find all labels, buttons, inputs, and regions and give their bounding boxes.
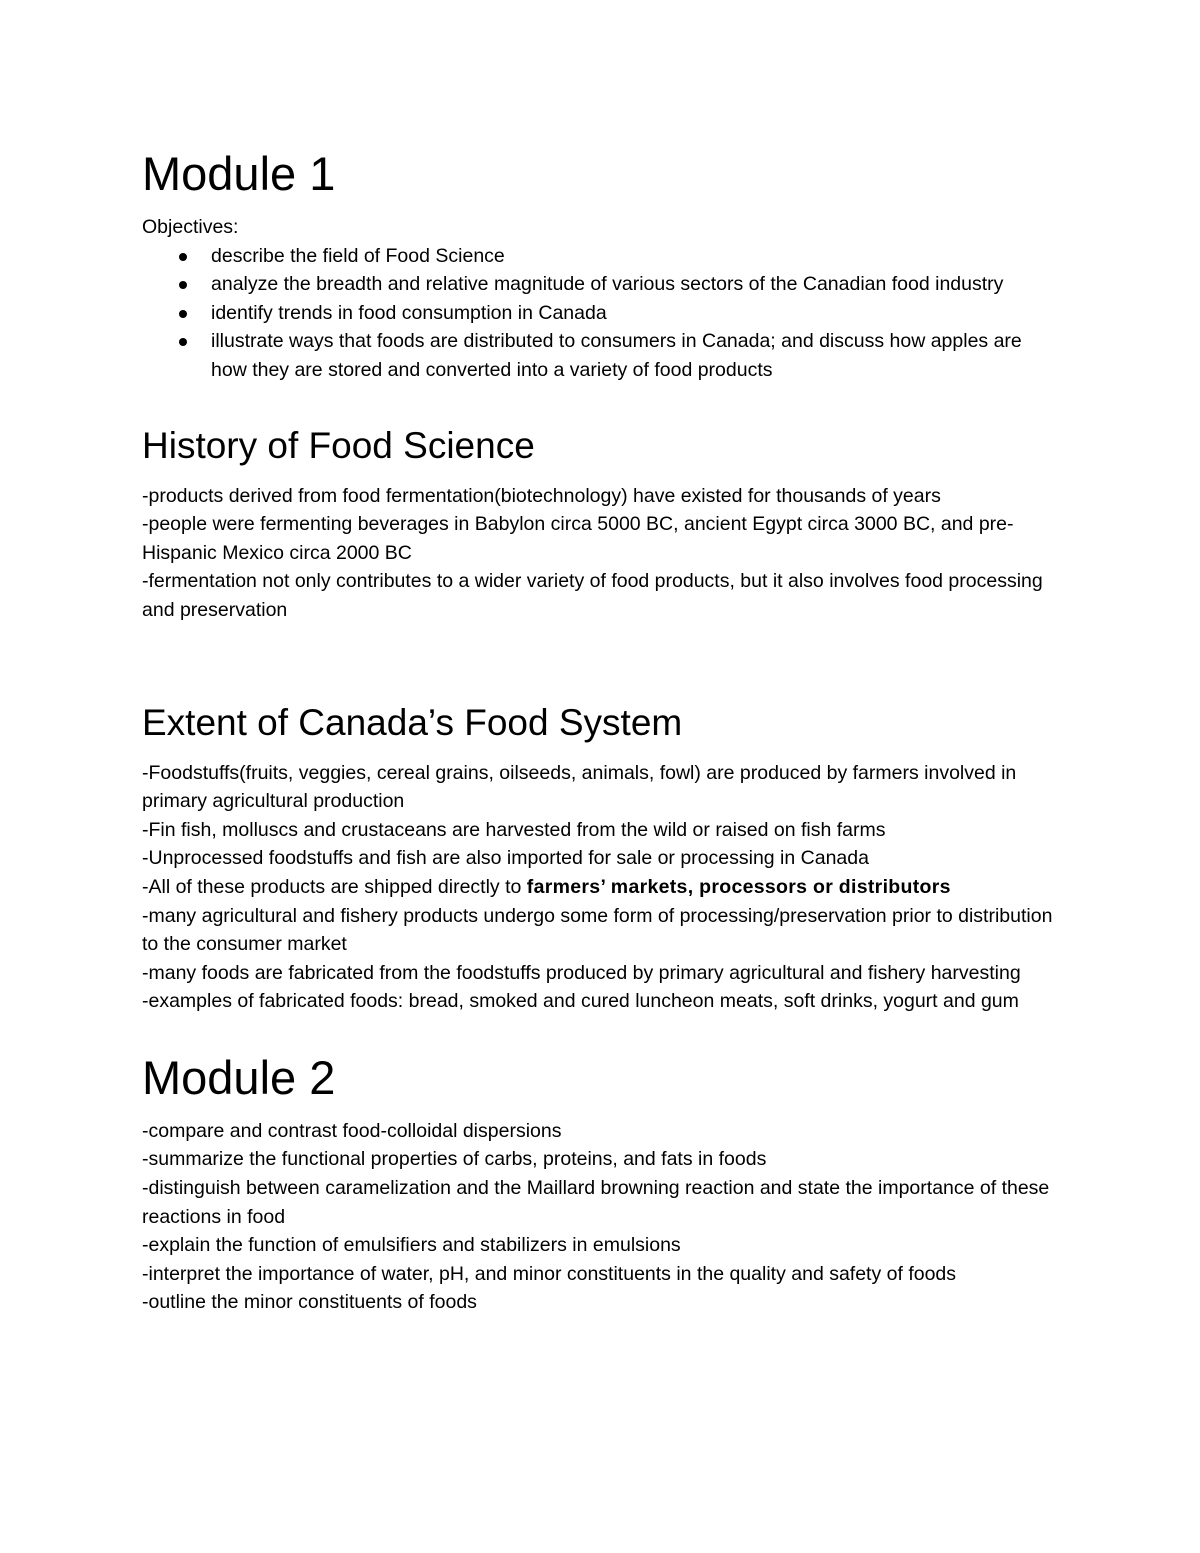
module-2-line: -explain the function of emulsifiers and stabilizers in emulsions <box>142 1234 681 1257</box>
extent-line: -examples of fabricated foods: bread, smoked and cured luncheon meats, soft drinks, yogurt and gum <box>142 990 1019 1013</box>
list-item: identify trends in food consumption in Canada <box>142 299 1062 328</box>
bullet-icon <box>179 338 187 346</box>
module-2-line: -outline the minor constituents of foods <box>142 1291 477 1314</box>
module-2-line: -interpret the importance of water, pH, and minor constituents in the quality and safety of foods <box>142 1262 957 1285</box>
bullet-icon <box>179 281 187 289</box>
bullet-icon <box>179 310 187 318</box>
module-2-body <box>142 1117 1062 1317</box>
extent-line-bold: farmers’ markets, processors or distributors <box>526 875 951 898</box>
history-body <box>142 482 1062 625</box>
module-2-title: Module 2 <box>142 1050 336 1104</box>
list-item: illustrate ways that foods are distributed to consumers in Canada; and discuss how apples are how they are stored and converted into a variety of food products <box>142 327 1062 384</box>
document-content <box>142 138 1062 1317</box>
extent-line: -Unprocessed foodstuffs and fish are also imported for sale or processing in Canada <box>142 847 869 870</box>
extent-line <box>142 873 1062 902</box>
bullet-icon <box>179 253 187 261</box>
objectives-label: Objectives: <box>142 216 239 238</box>
list-item: describe the field of Food Science <box>142 242 1062 271</box>
extent-line: -many foods are fabricated from the foodstuffs produced by primary agricultural and fishery harvesting <box>142 961 1021 984</box>
history-heading: History of Food Science <box>142 424 535 466</box>
history-line: -products derived from food fermentation(biotechnology) have existed for thousands of years <box>142 484 941 507</box>
extent-line-text: -All of these products are shipped directly to <box>142 875 527 898</box>
objectives-list <box>142 242 1062 385</box>
history-line: -fermentation not only contributes to a wider variety of food products, but it also involves food processing and preservation <box>142 570 1043 621</box>
extent-body <box>142 759 1062 1016</box>
extent-line: -many agricultural and fishery products undergo some form of processing/preservation prior to distribution to the consumer market <box>142 904 1053 956</box>
module-2-line: -summarize the functional properties of carbs, proteins, and fats in foods <box>142 1148 767 1171</box>
extent-heading: Extent of Canada’s Food System <box>142 701 683 743</box>
module-2-line: -distinguish between caramelization and the Maillard browning reaction and state the importance of these reactions in food <box>142 1177 1050 1228</box>
extent-line: -Fin fish, molluscs and crustaceans are harvested from the wild or raised on fish farms <box>142 818 886 841</box>
list-item: analyze the breadth and relative magnitude of various sectors of the Canadian food industry <box>142 270 1062 299</box>
module-1-title: Module 1 <box>142 147 336 200</box>
extent-line: -Foodstuffs(fruits, veggies, cereal grains, oilseeds, animals, fowl) are produced by farmers involved in primary agricultural production <box>142 761 1017 813</box>
history-line: -people were fermenting beverages in Babylon circa 5000 BC, ancient Egypt circa 3000 BC, and pre-Hispanic Mexico circa 2000 BC <box>142 513 1014 564</box>
module-2-line: -compare and contrast food-colloidal dispersions <box>142 1119 562 1142</box>
